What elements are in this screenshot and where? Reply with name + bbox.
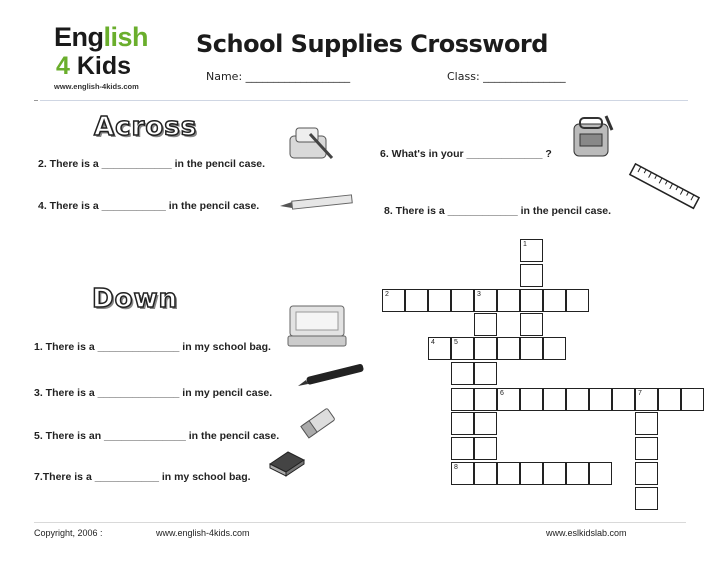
grid-cell[interactable] [451, 289, 474, 312]
grid-cell[interactable] [566, 462, 589, 485]
grid-cell[interactable] [520, 313, 543, 336]
grid-cell[interactable] [382, 289, 405, 312]
grid-cell[interactable] [543, 462, 566, 485]
logo-eng: Eng [54, 22, 104, 52]
grid-cell[interactable] [428, 337, 451, 360]
grid-cell[interactable] [497, 337, 520, 360]
grid-cell[interactable] [520, 264, 543, 287]
logo-kids: Kids [69, 52, 132, 80]
grid-number-7: 7 [638, 390, 642, 397]
grid-cell[interactable] [566, 289, 589, 312]
grid-number-4: 4 [431, 339, 435, 346]
across-heading: Across [94, 112, 198, 142]
grid-cell[interactable] [658, 388, 681, 411]
grid-cell[interactable] [451, 388, 474, 411]
grid-cell[interactable] [681, 388, 704, 411]
down-heading: Down [92, 284, 178, 314]
grid-cell[interactable] [635, 462, 658, 485]
grid-cell[interactable] [497, 289, 520, 312]
grid-cell[interactable] [405, 289, 428, 312]
logo-url: www.english-4kids.com [54, 82, 139, 91]
grid-cell[interactable] [612, 388, 635, 411]
grid-cell[interactable] [497, 388, 520, 411]
grid-number-3: 3 [477, 291, 481, 298]
grid-number-2: 2 [385, 291, 389, 298]
grid-cell[interactable] [474, 437, 497, 460]
logo-lish: lish [103, 22, 149, 52]
grid-number-8: 8 [454, 464, 458, 471]
down-clue-5: 5. There is an ______________ in the pencil case. [34, 430, 280, 442]
footer-link-english4kids[interactable]: www.english-4kids.com [156, 528, 250, 538]
grid-cell[interactable] [520, 388, 543, 411]
grid-number-1: 1 [523, 241, 527, 248]
grid-cell[interactable] [497, 462, 520, 485]
grid-cell[interactable] [474, 388, 497, 411]
grid-cell[interactable] [474, 337, 497, 360]
grid-cell[interactable] [451, 362, 474, 385]
grid-cell[interactable] [520, 239, 543, 262]
grid-number-6: 6 [500, 390, 504, 397]
across-clue-2: 2. There is a ____________ in the pencil case. [38, 158, 266, 170]
grid-cell[interactable] [520, 337, 543, 360]
grid-cell[interactable] [474, 362, 497, 385]
name-field[interactable]: Name: ___________________ [206, 70, 351, 83]
grid-cell[interactable] [474, 289, 497, 312]
page-title: School Supplies Crossword [196, 30, 548, 58]
across-clue-4: 4. There is a ___________ in the pencil case. [38, 200, 260, 212]
grid-cell[interactable] [635, 388, 658, 411]
grid-cell[interactable] [520, 462, 543, 485]
grid-cell[interactable] [543, 289, 566, 312]
grid-cell[interactable] [589, 388, 612, 411]
footer-divider [34, 522, 686, 523]
down-clue-3: 3. There is a ______________ in my pencil case. [34, 387, 273, 399]
footer-link-eslkidslab[interactable]: www.eslkidslab.com [546, 528, 627, 538]
grid-cell[interactable] [635, 487, 658, 510]
grid-cell[interactable] [520, 289, 543, 312]
grid-cell[interactable] [474, 462, 497, 485]
grid-cell[interactable] [543, 388, 566, 411]
footer-copyright: Copyright, 2006 : [34, 528, 103, 538]
grid-cell[interactable] [543, 337, 566, 360]
grid-cell[interactable] [474, 412, 497, 435]
logo-4: 4 [56, 52, 70, 80]
across-clue-8: 8. There is a ____________ in the pencil case. [384, 205, 612, 217]
grid-cell[interactable] [451, 412, 474, 435]
grid-number-5: 5 [454, 339, 458, 346]
grid-cell[interactable] [451, 437, 474, 460]
grid-cell[interactable] [451, 337, 474, 360]
class-field[interactable]: Class: _______________ [447, 70, 566, 83]
grid-cell[interactable] [474, 313, 497, 336]
grid-cell[interactable] [428, 289, 451, 312]
grid-cell[interactable] [635, 437, 658, 460]
grid-cell[interactable] [635, 412, 658, 435]
down-clue-1: 1. There is a ______________ in my school bag. [34, 341, 271, 353]
across-clue-6: 6. What's in your _____________ ? [380, 148, 552, 160]
grid-cell[interactable] [589, 462, 612, 485]
down-clue-7: 7.There is a ___________ in my school bag. [34, 471, 251, 483]
grid-cell[interactable] [451, 462, 474, 485]
grid-cell[interactable] [566, 388, 589, 411]
